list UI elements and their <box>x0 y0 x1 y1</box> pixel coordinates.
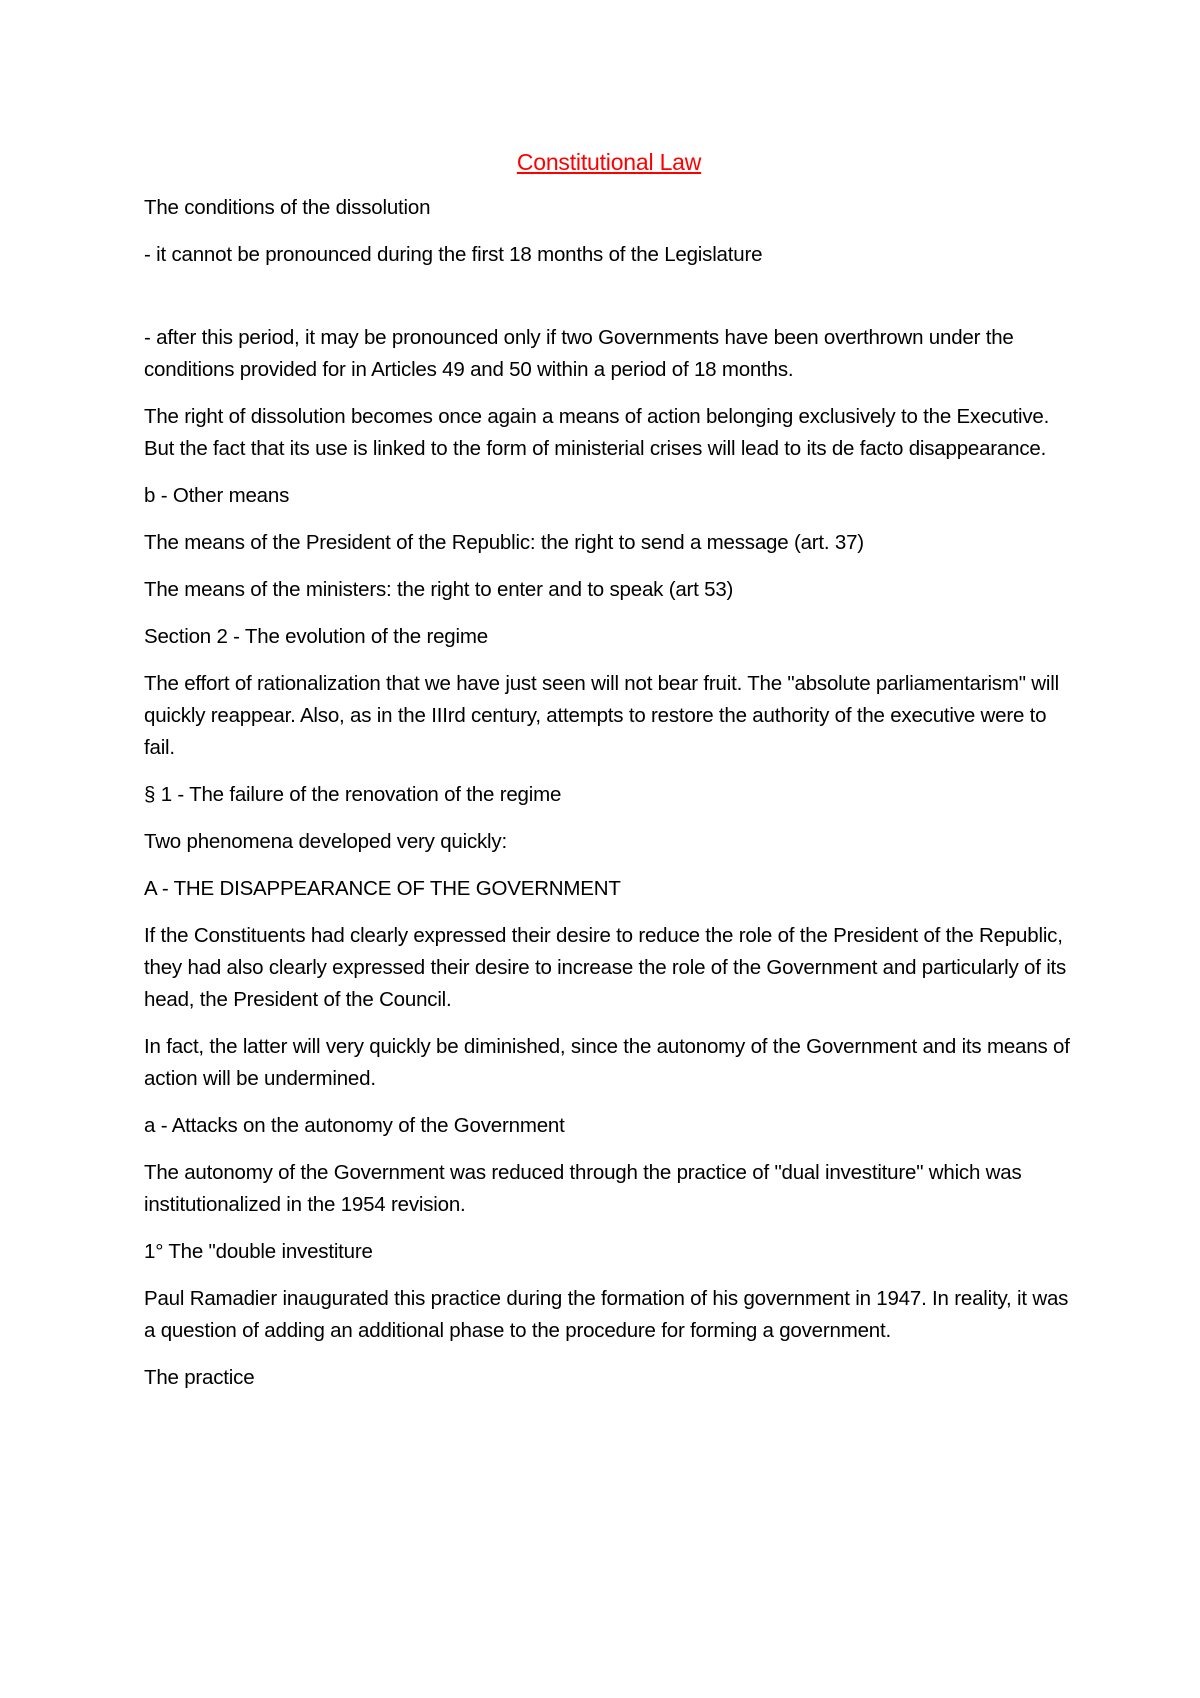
subheading: b - Other means <box>144 484 290 507</box>
subheading: 1° The "double investiture <box>144 1240 373 1263</box>
paragraph: Paul Ramadier inaugurated this practice during the formation of his government in 1947. In reality, it was a question of adding an additional phase to the procedure for forming a government. <box>144 1287 1069 1342</box>
section-heading: Section 2 - The evolution of the regime <box>144 625 488 648</box>
subheading: The practice <box>144 1366 255 1389</box>
document-title: Constitutional Law <box>516 149 702 175</box>
paragraph: The means of the ministers: the right to enter and to speak (art 53) <box>144 578 734 601</box>
paragraph: - it cannot be pronounced during the first 18 months of the Legislature <box>144 243 763 266</box>
document-body <box>144 144 1074 1409</box>
subheading: A - THE DISAPPEARANCE OF THE GOVERNMENT <box>144 877 621 900</box>
paragraph: - after this period, it may be pronounced only if two Governments have been overthrown under the conditions provided for in Articles 49 and 50 within a period of 18 months. <box>144 326 1014 381</box>
paragraph: The autonomy of the Government was reduced through the practice of "dual investiture" which was institutionalized in the 1954 revision. <box>144 1161 1022 1216</box>
paragraph: The right of dissolution becomes once again a means of action belonging exclusively to the Executive. But the fact that its use is linked to the form of ministerial crises will lead to its de facto disappearance. <box>144 405 1050 460</box>
section-heading: § 1 - The failure of the renovation of the regime <box>144 783 562 806</box>
paragraph: In fact, the latter will very quickly be diminished, since the autonomy of the Government and its means of action will be undermined. <box>144 1035 1070 1090</box>
paragraph: If the Constituents had clearly expressed their desire to reduce the role of the President of the Republic, they had also clearly expressed their desire to increase the role of the Government and particularly of its head, the President of the Council. <box>144 924 1067 1011</box>
paragraph: The means of the President of the Republic: the right to send a message (art. 37) <box>144 531 864 554</box>
paragraph: The effort of rationalization that we have just seen will not bear fruit. The "absolute parliamentarism" will quickly reappear. Also, as in the IIIrd century, attempts to restore the authority of the executive were to fail. <box>144 672 1059 759</box>
paragraph: The conditions of the dissolution <box>144 196 431 219</box>
paragraph: Two phenomena developed very quickly: <box>144 830 507 853</box>
subheading: a - Attacks on the autonomy of the Government <box>144 1114 565 1137</box>
